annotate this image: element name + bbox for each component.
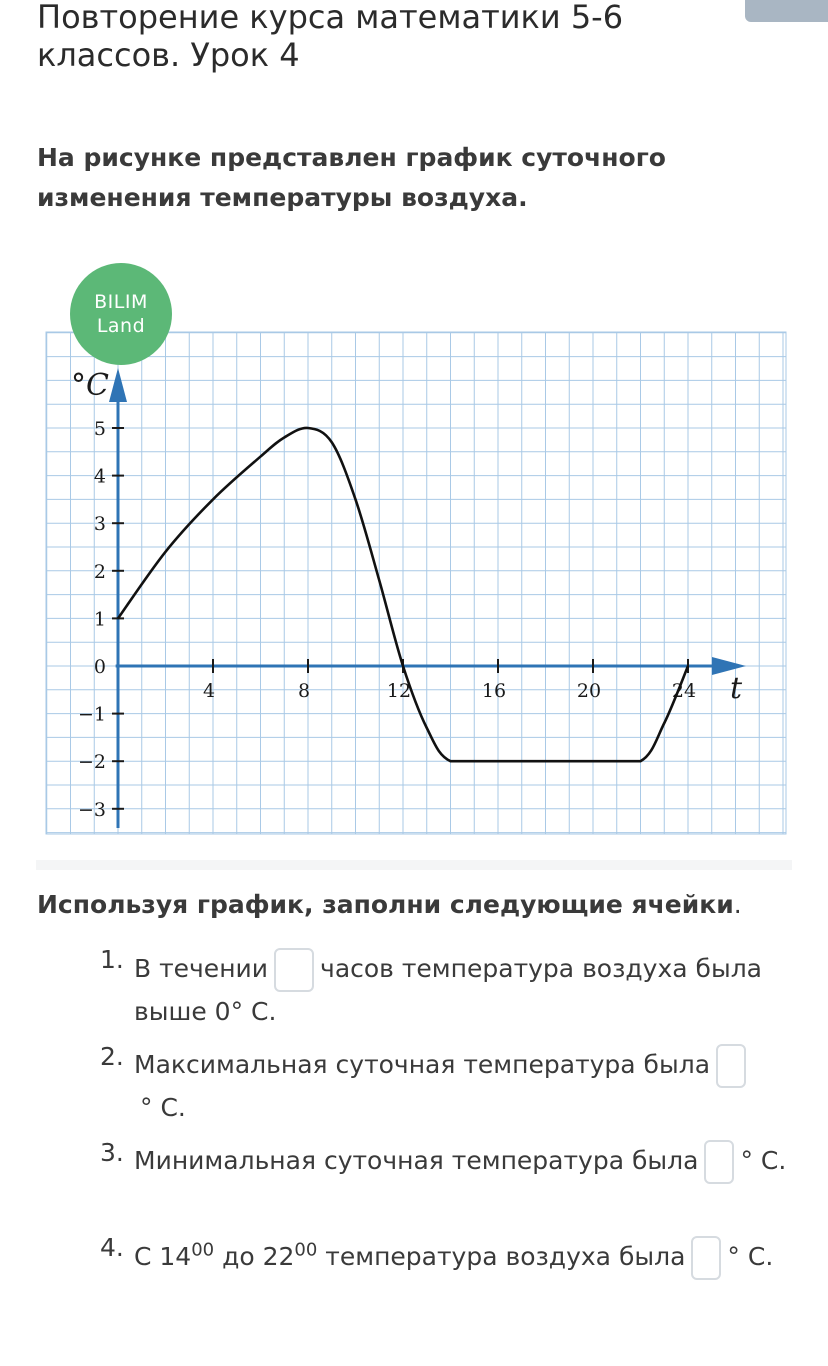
y-tick-label: 4 [93, 465, 106, 488]
task-2 [134, 1044, 794, 1128]
x-tick-label: 20 [576, 680, 602, 702]
y-tick-label: −1 [77, 703, 106, 726]
y-tick-label: 3 [93, 513, 106, 536]
task-number-4: 4. [100, 1233, 124, 1262]
task-description: На рисунке представлен график суточного изменения температуры воздуха. [37, 143, 666, 212]
task-1 [134, 948, 794, 1032]
task-3 [134, 1140, 794, 1184]
instruction-text [37, 886, 797, 924]
task-4-part-2: до 22 [214, 1242, 295, 1271]
y-tick-label: 2 [93, 560, 106, 583]
logo-line-2: Land [96, 315, 146, 337]
x-tick-label: 4 [202, 680, 216, 702]
x-axis-label: t [730, 671, 743, 706]
grid-border [46, 332, 786, 834]
task-4 [134, 1236, 794, 1280]
y-axis-label: °C [71, 368, 109, 403]
answer-input-2[interactable] [716, 1044, 746, 1088]
task-2-before: Максимальная суточная температура была [134, 1050, 711, 1079]
task-1-after: часов температура воздуха была выше 0° С. [134, 954, 762, 1026]
task-4-part-1: С 14 [134, 1242, 192, 1271]
x-tick-label: 24 [671, 680, 697, 702]
x-tick-label: 8 [297, 680, 311, 702]
task-number-3: 3. [100, 1138, 124, 1167]
instruction-dot: . [733, 890, 742, 919]
task-3-before: Минимальная суточная температура была [134, 1146, 699, 1175]
answer-input-3[interactable] [704, 1140, 734, 1184]
task-1-before: В течении [134, 954, 269, 983]
task-4-sup-2: 00 [294, 1239, 318, 1261]
task-2-after: ° С. [140, 1093, 186, 1122]
y-tick-label: 5 [93, 418, 106, 440]
bilimland-logo [70, 263, 172, 365]
page-title: Повторение курса математики 5-6 классов. Урок 4 [37, 0, 624, 74]
instruction-body: Используя график, заполни следующие ячейки [37, 890, 734, 919]
y-tick-label: 0 [93, 656, 106, 678]
task-number-2: 2. [100, 1042, 124, 1071]
task-4-part-3: температура воздуха была [317, 1242, 686, 1271]
y-tick-label: −2 [77, 751, 106, 774]
y-tick-label: 1 [93, 608, 106, 631]
answer-input-4[interactable] [691, 1236, 721, 1280]
y-tick-label: −3 [77, 798, 106, 821]
chart-grid [46, 332, 786, 834]
task-3-after: ° С. [740, 1146, 787, 1175]
task-number-1: 1. [100, 945, 124, 974]
logo-line-1: BILIM [94, 291, 148, 313]
section-divider [36, 860, 792, 870]
top-menu-button[interactable] [745, 0, 828, 22]
x-tick-label: 16 [481, 680, 507, 702]
task-4-after: ° С. [727, 1242, 774, 1271]
answer-input-1[interactable] [274, 948, 314, 992]
task-4-sup-1: 00 [191, 1239, 215, 1261]
x-tick-label: 12 [386, 680, 412, 702]
